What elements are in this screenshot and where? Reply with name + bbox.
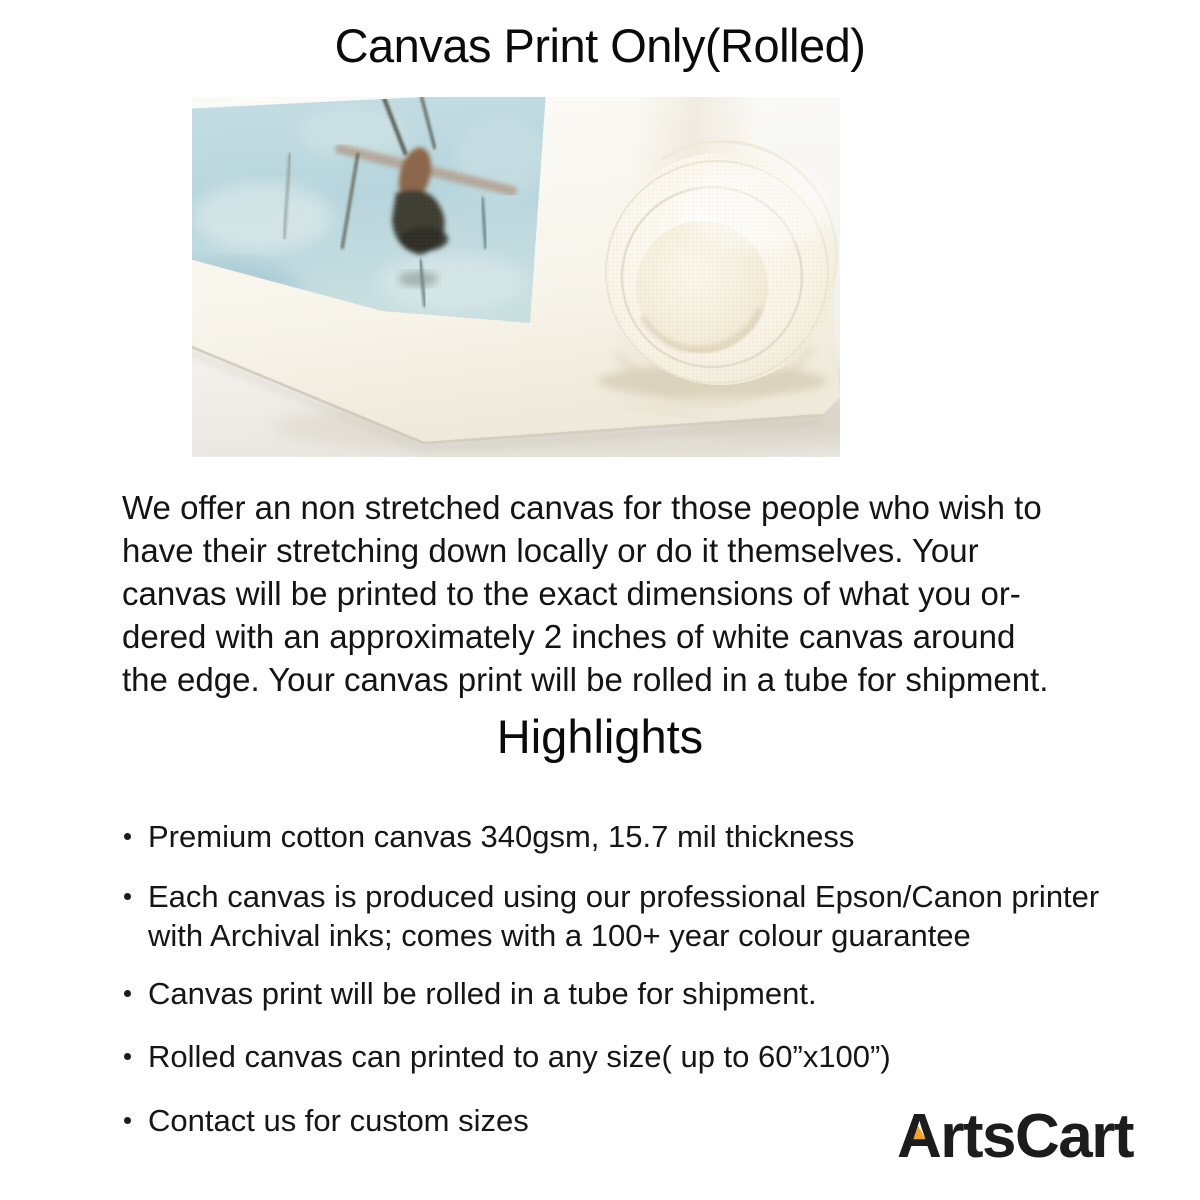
highlight-text: with Archival inks; comes with a 100+ year colour guarantee [148, 918, 971, 953]
highlight-text: Canvas print will be rolled in a tube for shipment. [148, 976, 817, 1011]
highlight-item [124, 1037, 891, 1076]
logo-rest-text: rtsCart [940, 1102, 1134, 1171]
highlight-text: Each canvas is produced using our professional Epson/Canon printer [148, 879, 1100, 914]
bullet-dot [124, 1053, 131, 1060]
logo-letter-a-wrap [897, 1102, 941, 1171]
description-line: have their stretching down locally or do it themselves. Your [122, 532, 979, 569]
highlight-item [124, 1101, 529, 1140]
highlights-heading: Highlights [496, 710, 704, 763]
bullet-dot [124, 1117, 131, 1124]
description-paragraph [122, 486, 1132, 701]
rolled-canvas-photo [192, 97, 840, 457]
rolled-canvas-illustration [192, 97, 840, 457]
artscart-logo [897, 1102, 1134, 1171]
description-line: canvas will be printed to the exact dimensions of what you or- [122, 575, 1021, 612]
description-line: the edge. Your canvas print will be rolled in a tube for shipment. [122, 661, 1049, 698]
bullet-dot [124, 990, 131, 997]
highlight-text: Rolled canvas can printed to any size( up to 60”x100”) [148, 1039, 891, 1074]
description-line: dered with an approximately 2 inches of white canvas around [122, 618, 1016, 655]
page-title: Canvas Print Only(Rolled) [334, 19, 866, 72]
highlight-text: Premium cotton canvas 340gsm, 15.7 mil thickness [148, 819, 855, 854]
highlight-text: Contact us for custom sizes [148, 1103, 529, 1138]
highlight-item [124, 877, 1099, 955]
description-line: We offer an non stretched canvas for those people who wish to [122, 489, 1042, 526]
bullet-dot [124, 893, 131, 900]
highlight-item [124, 974, 817, 1013]
logo-letter-a: A [897, 1102, 941, 1171]
highlight-item [124, 817, 854, 856]
bullet-dot [124, 833, 131, 840]
